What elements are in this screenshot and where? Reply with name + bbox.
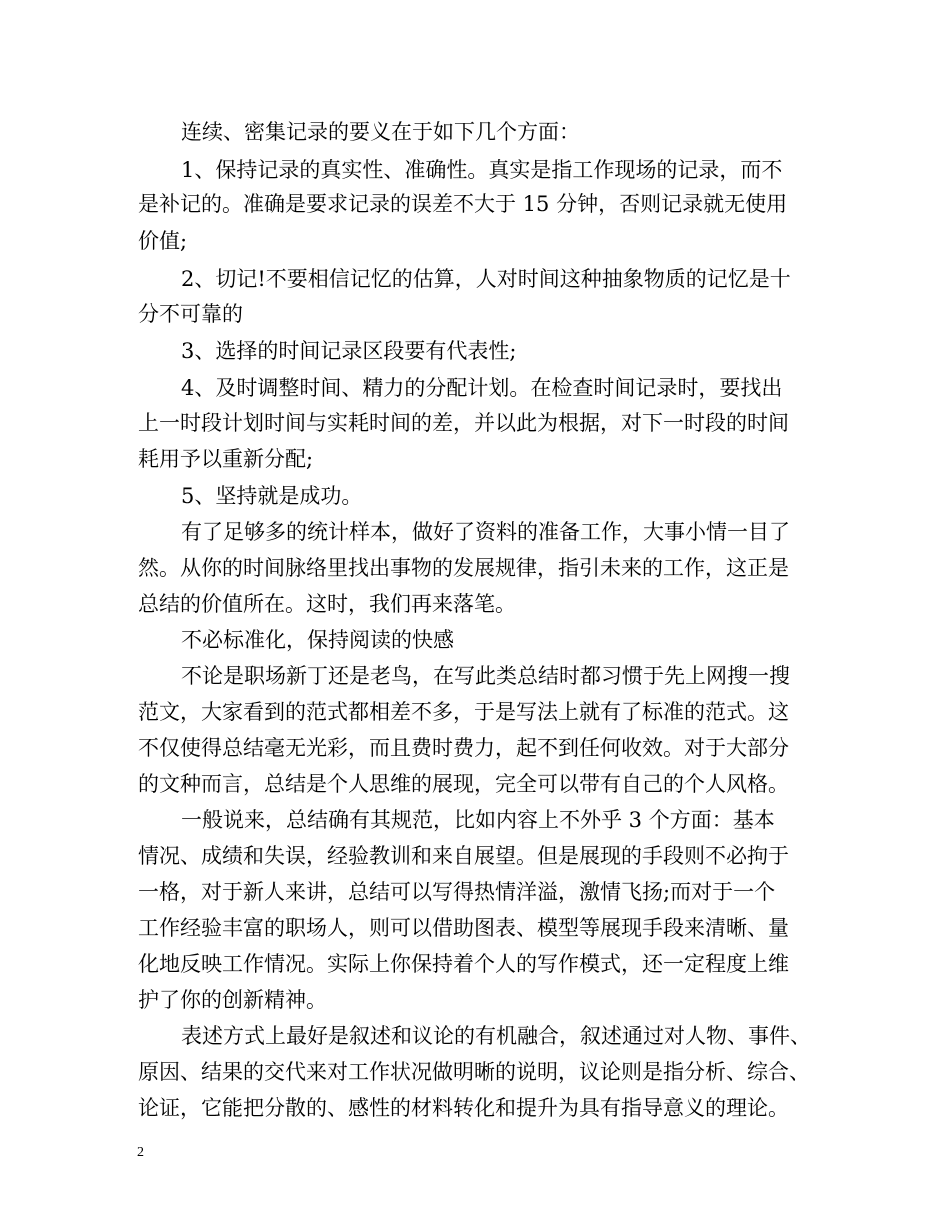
text-line: 1、保持记录的真实性、准确性。真实是指工作现场的记录，而不 [181, 158, 783, 182]
subheading-line: 不必标准化，保持阅读的快感 [181, 628, 454, 652]
text-line: 是补记的。准确是要求记录的误差不大于 15 分钟，否则记录就无使用 [138, 192, 788, 216]
text-line: 的文种而言，总结是个人思维的展现，完全可以带有自己的个人风格。 [138, 772, 789, 796]
text-line: 然。从你的时间脉络里找出事物的发展规律，指引未来的工作，这正是 [138, 556, 789, 580]
page-number: 2 [137, 1145, 144, 1160]
text-line: 原因、结果的交代来对工作状况做明晰的说明，议论则是指分析、综合、 [138, 1060, 810, 1084]
text-line: 价值; [138, 229, 188, 253]
text-line: 论证，它能把分散的、感性的材料转化和提升为具有指导意义的理论。 [138, 1096, 789, 1120]
text-line: 一格，对于新人来讲，总结可以写得热情洋溢，激情飞扬;而对于一个 [138, 880, 776, 904]
text-line: 一般说来，总结确有其规范，比如内容上不外乎 3 个方面：基本 [181, 808, 775, 832]
text-line: 3、选择的时间记录区段要有代表性; [181, 339, 517, 363]
text-line: 不仅使得总结毫无光彩，而且费时费力，起不到任何收效。对于大部分 [138, 736, 789, 760]
text-line: 4、及时调整时间、精力的分配计划。在检查时间记录时，要找出 [181, 376, 783, 400]
text-line: 耗用予以重新分配; [138, 447, 314, 471]
text-line: 工作经验丰富的职场人，则可以借助图表、模型等展现手段来清晰、量 [138, 916, 789, 940]
text-line: 有了足够多的统计样本，做好了资料的准备工作，大事小情一目了 [181, 520, 790, 544]
text-line: 表述方式上最好是叙述和议论的有机融合，叙述通过对人物、事件、 [181, 1024, 811, 1048]
text-line: 护了你的创新精神。 [138, 988, 327, 1012]
text-line: 上一时段计划时间与实耗时间的差，并以此为根据，对下一时段的时间 [138, 411, 789, 435]
text-line: 化地反映工作情况。实际上你保持着个人的写作模式，还一定程度上维 [138, 952, 789, 976]
text-line: 范文，大家看到的范式都相差不多，于是写法上就有了标准的范式。这 [138, 700, 789, 724]
text-line: 情况、成绩和失误，经验教训和来自展望。但是展现的手段则不必拘于 [138, 844, 789, 868]
text-line: 2、切记!不要相信记忆的估算，人对时间这种抽象物质的记忆是十 [181, 267, 791, 291]
text-line: 分不可靠的 [138, 302, 243, 326]
text-line: 不论是职场新丁还是老鸟，在写此类总结时都习惯于先上网搜一搜 [181, 664, 790, 688]
text-line: 总结的价值所在。这时，我们再来落笔。 [138, 592, 516, 616]
text-line: 5、坚持就是成功。 [181, 484, 363, 508]
text-line: 连续、密集记录的要义在于如下几个方面： [181, 120, 580, 144]
